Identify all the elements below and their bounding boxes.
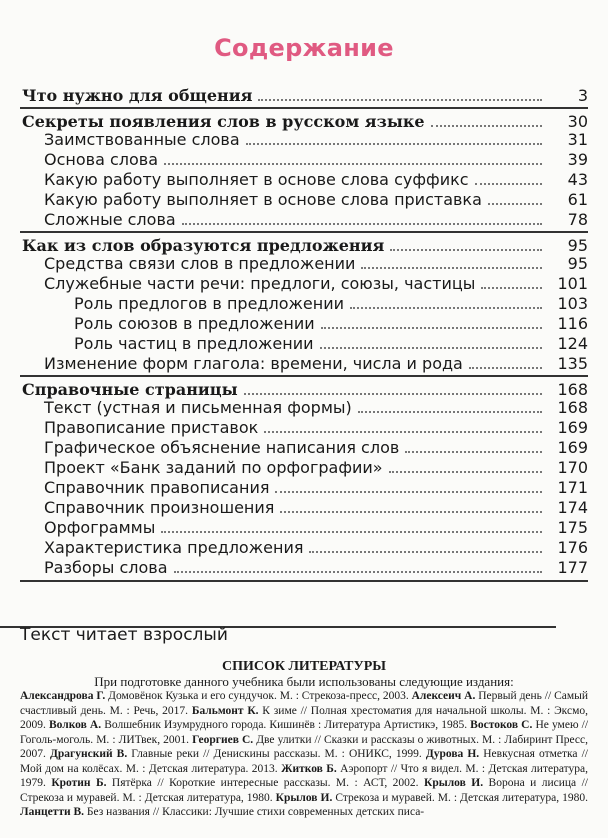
toc-leader-dots <box>389 471 542 473</box>
toc-entry <box>0 314 608 334</box>
toc-entry-page: 168 <box>557 398 588 417</box>
toc-entry-label: Справочник произношения <box>44 498 275 517</box>
literature-author: Крылов И. <box>424 777 484 789</box>
toc-entry-page: 43 <box>567 170 588 189</box>
toc-leader-dots <box>309 551 542 553</box>
literature-author: Дурова Н. <box>425 748 480 760</box>
toc-entry <box>0 294 608 314</box>
toc-entry-label: Служебные части речи: предлоги, союзы, частицы <box>44 274 476 293</box>
toc-entry-page: 170 <box>557 458 588 477</box>
toc-entry-page: 168 <box>557 380 588 399</box>
toc-entry-label: Роль предлогов в предложении <box>74 294 344 313</box>
toc-entry-page: 95 <box>567 254 588 273</box>
toc-entry-page: 31 <box>567 130 588 149</box>
toc-entry-label: Какую работу выполняет в основе слова суффикс <box>44 170 469 189</box>
toc-entry-label: Секреты появления слов в русском языке <box>22 112 425 131</box>
toc-leader-dots <box>481 287 542 289</box>
toc-entry-label: Заимствованные слова <box>44 130 240 149</box>
toc-entry-page: 61 <box>567 190 588 209</box>
toc-entry-label: Текст (устная и письменная формы) <box>44 398 352 417</box>
toc-leader-dots <box>350 307 542 309</box>
literature-entry <box>276 792 588 804</box>
toc-entry-page: 176 <box>557 538 588 557</box>
toc-leader-dots <box>280 511 542 513</box>
literature-entry <box>51 777 424 789</box>
toc-leader-dots <box>161 531 542 533</box>
toc-entry-page: 78 <box>567 210 588 229</box>
literature-author: Драгунский В. <box>49 748 128 760</box>
toc-entry-label: Графическое объяснение написания слов <box>44 438 400 457</box>
toc-leader-dots <box>244 393 542 395</box>
toc-entry-label: Средства связи слов в предложении <box>44 254 356 273</box>
toc-entry-label: Основа слова <box>44 150 159 169</box>
toc-leader-dots <box>390 249 542 251</box>
toc-entry-page: 39 <box>567 150 588 169</box>
toc-entry-page: 135 <box>557 354 588 373</box>
toc-leader-dots <box>320 347 543 349</box>
toc-entry <box>0 458 608 478</box>
toc-leader-dots <box>275 491 542 493</box>
toc-entry-page: 30 <box>567 112 588 131</box>
literature-text: Волшебник Изумрудного города. Кишинёв : Литература Артистикэ, 1985. <box>101 719 471 731</box>
toc-leader-dots <box>361 267 542 269</box>
toc-entry <box>0 334 608 354</box>
toc-entry <box>0 518 608 538</box>
toc-entry <box>0 438 608 458</box>
literature-entry <box>20 690 412 702</box>
toc-entry <box>0 354 608 374</box>
literature-text: Не умею // Гоголь-моголь. М. : ЛИТвек, 2001. <box>20 719 589 746</box>
toc-entry-label: Справочные страницы <box>22 380 238 399</box>
toc-leader-dots <box>182 223 542 225</box>
literature-text: К зиме // Полная хрестоматия для начальной школы. М. : Эксмо, 2009. <box>20 704 588 731</box>
literature-text: Первый день // Самый счастливый день. М. : Речь, 2017. <box>20 690 589 717</box>
toc-entry <box>0 112 608 132</box>
toc-entry-page: 171 <box>557 478 588 497</box>
toc-entry <box>0 498 608 518</box>
toc-leader-dots <box>321 327 542 329</box>
literature-text: Аэропорт // Что я видел. М. : Детская литература, 1979. <box>20 762 588 789</box>
toc-entry-page: 101 <box>557 274 588 293</box>
literature-intro: При подготовке данного учебника были использованы следующие издания: <box>94 674 514 689</box>
toc-entry-label: Разборы слова <box>44 558 168 577</box>
toc-entry <box>0 150 608 170</box>
section-underline <box>20 107 588 109</box>
toc-entry-label: Справочник правописания <box>44 478 270 497</box>
toc-entry <box>0 478 608 498</box>
toc-entry <box>0 418 608 438</box>
section-underline <box>20 231 588 233</box>
toc-entry-page: 169 <box>557 418 588 437</box>
literature-author: Бальмонт К. <box>191 704 259 717</box>
toc-entry <box>0 398 608 418</box>
toc-entry-page: 177 <box>557 558 588 577</box>
literature-author: Житков Б. <box>281 762 337 775</box>
toc-entry-page: 95 <box>567 236 588 255</box>
toc-entry <box>0 190 608 210</box>
toc-entry-label: Как из слов образуются предложения <box>22 236 385 255</box>
literature-author: Ланцетти В. <box>20 806 85 818</box>
toc-leader-dots <box>258 99 542 101</box>
literature-entry <box>49 719 470 731</box>
literature-author: Волков А. <box>48 719 102 731</box>
toc-entry-label: Проект «Банк заданий по орфографии» <box>44 458 383 477</box>
literature-text: Стрекоза и муравей. М. : Детская литература, 1980. <box>332 791 588 804</box>
toc-leader-dots <box>174 571 542 573</box>
literature-author: Александрова Г. <box>20 690 106 702</box>
toc-entry-label: Орфограммы <box>44 518 156 537</box>
literature-author: Востоков С. <box>470 719 533 731</box>
toc-entry-page: 175 <box>557 518 588 537</box>
toc-entry-label: Характеристика предложения <box>44 538 304 557</box>
toc-entry <box>0 86 608 106</box>
toc-entry <box>0 254 608 274</box>
toc-entry-page: 3 <box>577 86 588 105</box>
literature-author: Крылов И. <box>275 791 333 804</box>
literature-text: Главные реки // Денискины рассказы. М. : ОНИКС, 1999. <box>127 748 426 760</box>
toc-entry-label: Правописание приставок <box>44 418 259 437</box>
toc-entry-label: Какую работу выполняет в основе слова приставка <box>44 190 482 209</box>
toc-entry <box>0 170 608 190</box>
literature-author: Георгиев С. <box>192 733 254 746</box>
literature-entry <box>20 806 424 818</box>
toc-leader-dots <box>469 367 542 369</box>
toc-leader-dots <box>431 125 542 127</box>
toc-entry <box>0 236 608 256</box>
literature-author: Алексеич А. <box>411 690 476 702</box>
toc-entry-label: Изменение форм глагола: времени, числа и рода <box>44 354 463 373</box>
toc-entry-page: 124 <box>557 334 588 353</box>
toc-entry-page: 174 <box>557 498 588 517</box>
literature-list <box>20 689 588 820</box>
literature-author: Кротин Б. <box>51 777 107 789</box>
section-heading: Текст читает взрослый <box>20 625 228 645</box>
toc-entry-label: Роль частиц в предложении <box>74 334 314 353</box>
literature-text: Ворона и лисица // Стрекоза и муравей. М. : Детская литература, 1980. <box>20 777 588 804</box>
toc-entry-label: Сложные слова <box>44 210 176 229</box>
toc-entry-page: 169 <box>557 438 588 457</box>
toc-entry <box>0 538 608 558</box>
toc-leader-dots <box>164 163 542 165</box>
section-underline <box>20 580 588 582</box>
toc-leader-dots <box>475 183 542 185</box>
toc-leader-dots <box>264 431 542 433</box>
toc-entry <box>0 558 608 578</box>
literature-title: СПИСОК ЛИТЕРАТУРЫ <box>221 659 387 674</box>
toc-leader-dots <box>358 411 542 413</box>
literature-entry <box>50 748 426 760</box>
literature-text: Домовёнок Кузька и его сундучок. М. : Стрекоза-пресс, 2003. <box>105 690 412 702</box>
literature-text: Невкусная отметка // Мой дом на колёсах. М. : Детская литература. 2013. <box>20 748 588 775</box>
toc-entry <box>0 380 608 400</box>
toc-entry <box>0 274 608 294</box>
toc-entry-label: Роль союзов в предложении <box>74 314 315 333</box>
toc-entry <box>0 210 608 230</box>
section-underline <box>20 375 588 377</box>
toc-entry-page: 116 <box>557 314 588 333</box>
toc-entry <box>0 130 608 150</box>
literature-text: Без названия // Классики: Лучшие стихи современных детских писа- <box>84 806 425 818</box>
literature-text: Пятёрка // Короткие интересные рассказы. М. : АСТ, 2002. <box>106 777 424 789</box>
literature-text: Две улитки // Сказки и рассказы о животных. М. : Лабиринт Пресс, 2007. <box>20 733 588 760</box>
toc-leader-dots <box>246 143 542 145</box>
toc-entry-page: 103 <box>557 294 588 313</box>
toc-entry-label: Что нужно для общения <box>22 86 253 105</box>
toc-leader-dots <box>405 451 542 453</box>
toc-leader-dots <box>488 203 542 205</box>
page-title: Содержание <box>214 34 394 62</box>
